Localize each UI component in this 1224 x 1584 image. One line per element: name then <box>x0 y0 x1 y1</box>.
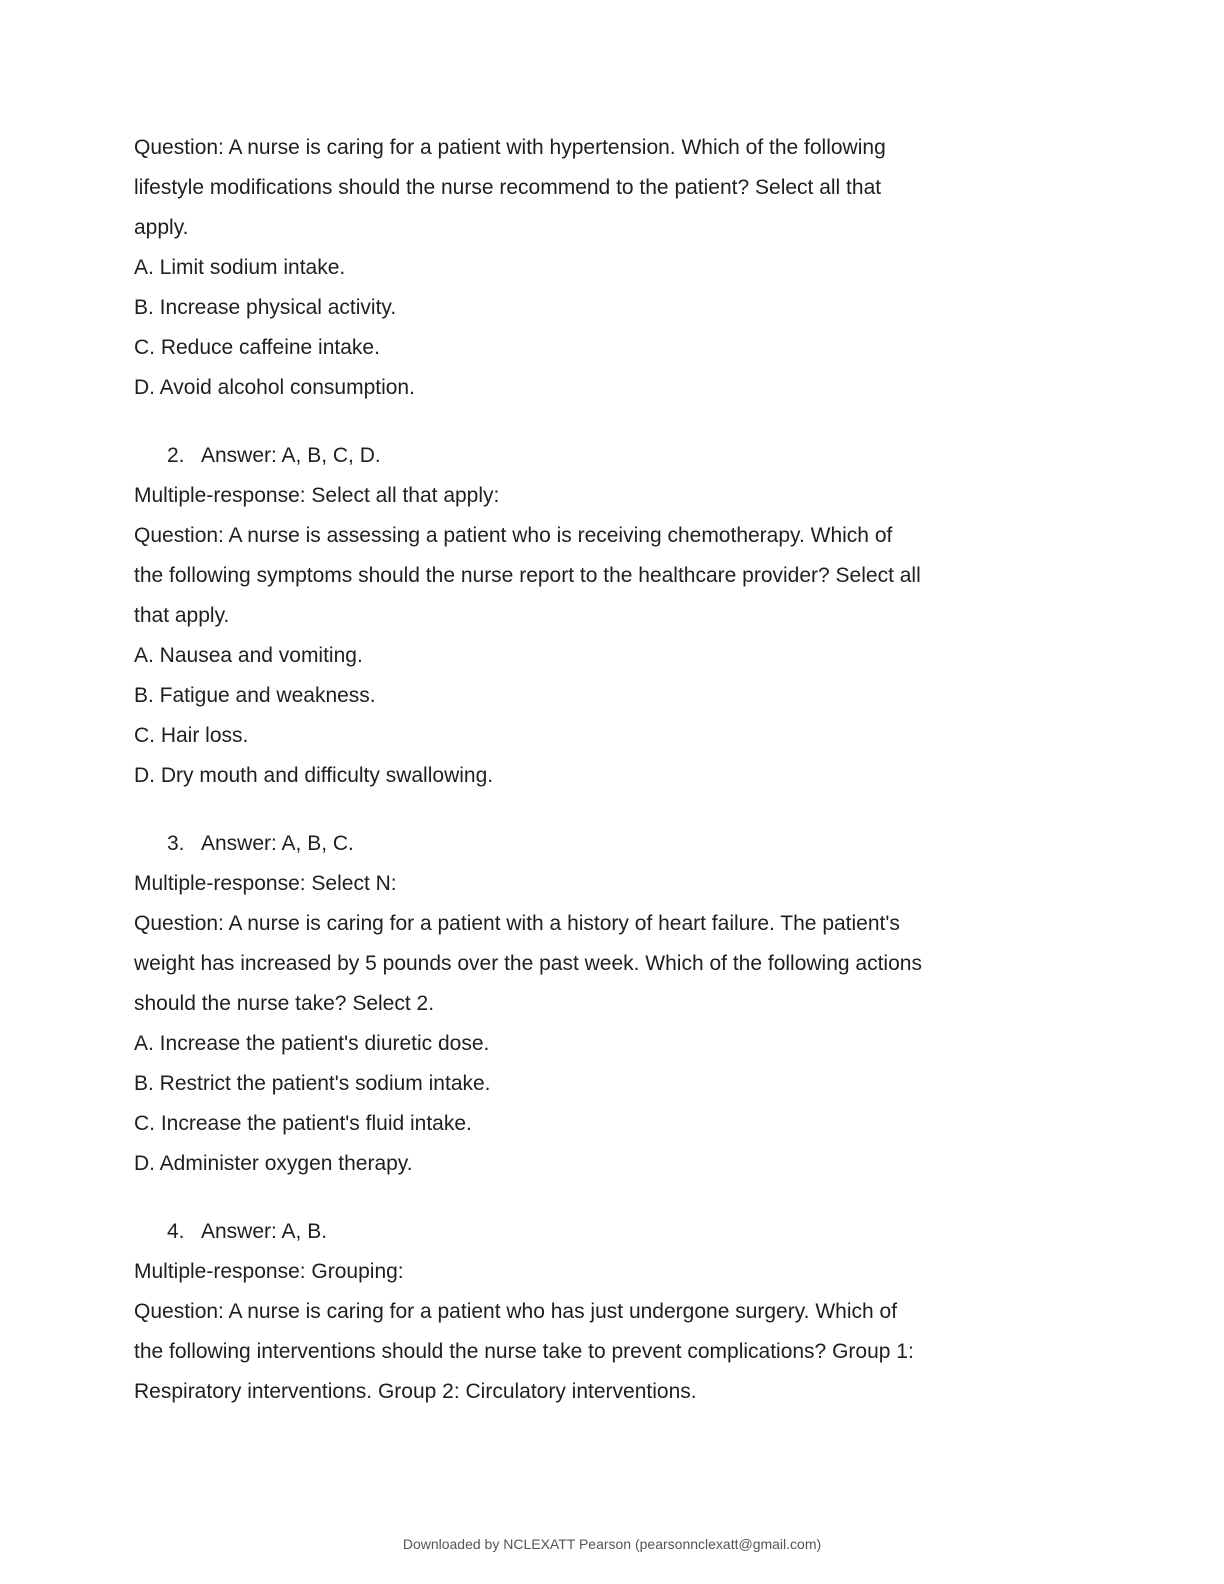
option-c: C. Reduce caffeine intake. <box>134 336 380 359</box>
question-text-line: the following interventions should the nurse take to prevent complications? Group 1: <box>134 1340 914 1363</box>
question-text-line: Respiratory interventions. Group 2: Circulatory interventions. <box>134 1380 697 1403</box>
option-c: C. Increase the patient's fluid intake. <box>134 1112 472 1135</box>
question-text-line: that apply. <box>134 604 230 627</box>
option-d: D. Administer oxygen therapy. <box>134 1152 413 1175</box>
question-1 <box>134 128 994 408</box>
question-text-line: Question: A nurse is assessing a patient who is receiving chemotherapy. Which of <box>134 524 893 547</box>
option-a: A. Nausea and vomiting. <box>134 644 363 667</box>
question-text-line: Question: A nurse is caring for a patient who has just undergone surgery. Which of <box>134 1300 898 1323</box>
option-a: A. Limit sodium intake. <box>134 256 346 279</box>
answer-item-3 <box>134 824 994 864</box>
option-c: C. Hair loss. <box>134 724 249 747</box>
option-d: D. Avoid alcohol consumption. <box>134 376 415 399</box>
question-type-label: Multiple-response: Grouping: <box>134 1260 404 1283</box>
question-text-line: lifestyle modifications should the nurse recommend to the patient? Select all that <box>134 176 882 199</box>
question-text-line: apply. <box>134 216 189 239</box>
question-text-line: the following symptoms should the nurse report to the healthcare provider? Select all <box>134 564 921 587</box>
answer-text: Answer: A, B. <box>201 1220 328 1243</box>
question-type-label: Multiple-response: Select N: <box>134 872 397 895</box>
question-text-line: should the nurse take? Select 2. <box>134 992 435 1015</box>
answer-number: 4. <box>167 1220 185 1243</box>
answer-number: 3. <box>167 832 185 855</box>
question-text-line: Question: A nurse is caring for a patient with a history of heart failure. The patient's <box>134 912 900 935</box>
answer-number: 2. <box>167 444 185 467</box>
option-b: B. Fatigue and weakness. <box>134 684 376 707</box>
question-text-line: Question: A nurse is caring for a patient with hypertension. Which of the following <box>134 136 886 159</box>
option-b: B. Restrict the patient's sodium intake. <box>134 1072 491 1095</box>
question-3 <box>134 864 994 1184</box>
question-type-label: Multiple-response: Select all that apply: <box>134 484 500 507</box>
option-a: A. Increase the patient's diuretic dose. <box>134 1032 490 1055</box>
download-footer: Downloaded by NCLEXATT Pearson (pearsonnclexatt@gmail.com) <box>402 1536 822 1552</box>
answer-text: Answer: A, B, C. <box>201 832 354 855</box>
question-text-line: weight has increased by 5 pounds over the past week. Which of the following actions <box>134 952 922 975</box>
question-4 <box>134 1252 994 1412</box>
question-2 <box>134 476 994 796</box>
answer-item-2 <box>134 436 994 476</box>
option-d: D. Dry mouth and difficulty swallowing. <box>134 764 494 787</box>
document-content <box>134 128 994 1412</box>
answer-text: Answer: A, B, C, D. <box>201 444 381 467</box>
option-b: B. Increase physical activity. <box>134 296 397 319</box>
answer-item-4 <box>134 1212 994 1252</box>
